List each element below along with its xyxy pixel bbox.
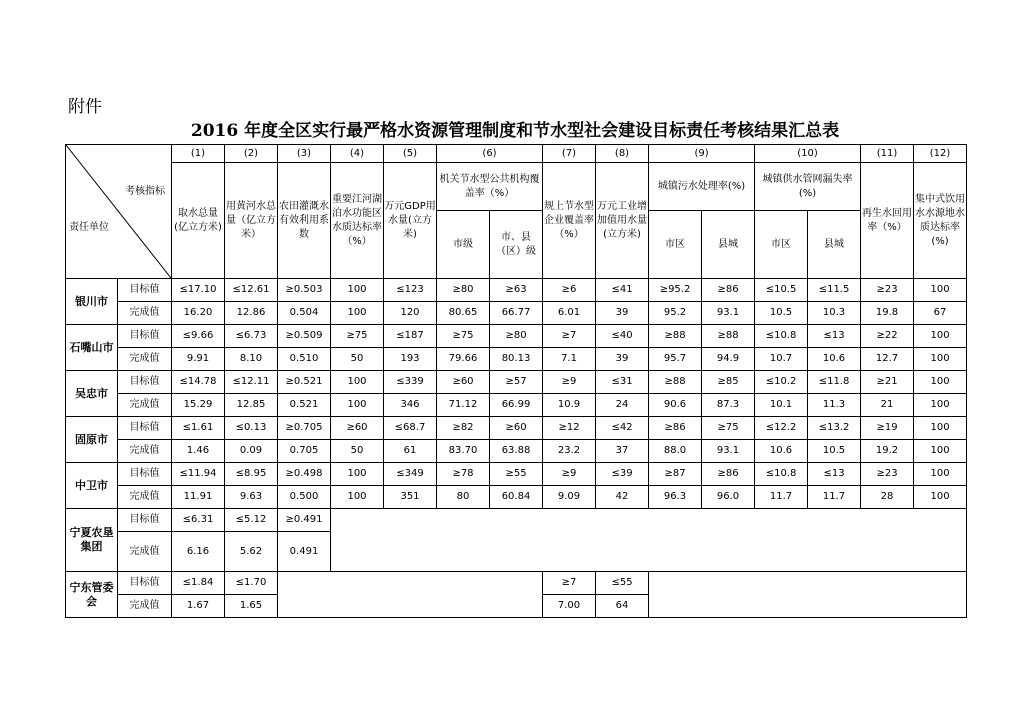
header-water-function-zone: 重要江河湖泊水功能区水质达标率（%） [331, 163, 384, 279]
actual-value-cell: 93.1 [702, 302, 755, 325]
actual-value-cell: 39 [596, 302, 649, 325]
col-number: (10) [755, 145, 861, 163]
subheader-county: 县城 [702, 211, 755, 279]
row-label-actual: 完成值 [118, 486, 172, 509]
row-label-actual: 完成值 [118, 532, 172, 572]
actual-value-cell: 100 [914, 486, 967, 509]
col-number: (11) [861, 145, 914, 163]
header-recycled-water: 再生水回用率（%） [861, 163, 914, 279]
header-industrial-water: 万元工业增加值用水量(立方米) [596, 163, 649, 279]
target-value-cell: ≤42 [596, 417, 649, 440]
target-value-cell: ≥0.491 [278, 509, 331, 532]
actual-value-cell: 23.2 [543, 440, 596, 463]
subheader-county-level: 市、县（区）级 [490, 211, 543, 279]
header-public-institution: 机关节水型公共机构覆盖率（%） [437, 163, 543, 211]
actual-value-cell: 50 [331, 440, 384, 463]
actual-value-cell: 10.7 [755, 348, 808, 371]
col-number: (6) [437, 145, 543, 163]
table-row [66, 325, 967, 348]
actual-value-cell: 71.12 [437, 394, 490, 417]
table-row [66, 348, 967, 371]
actual-value-cell: 11.7 [808, 486, 861, 509]
header-enterprise-coverage: 规上节水型企业覆盖率（%） [543, 163, 596, 279]
target-value-cell: ≥85 [702, 371, 755, 394]
target-value-cell: ≤31 [596, 371, 649, 394]
col-number: (5) [384, 145, 437, 163]
target-value-cell: ≤6.73 [225, 325, 278, 348]
row-label-target: 目标值 [118, 572, 172, 595]
actual-value-cell: 67 [914, 302, 967, 325]
target-value-cell: ≥82 [437, 417, 490, 440]
target-value-cell: ≤123 [384, 279, 437, 302]
blank-area [331, 509, 967, 572]
summary-table [65, 144, 967, 618]
actual-value-cell: 15.29 [172, 394, 225, 417]
col-number: (4) [331, 145, 384, 163]
target-value-cell: ≥6 [543, 279, 596, 302]
header-corner-cell [66, 145, 172, 279]
target-value-cell: ≤40 [596, 325, 649, 348]
target-value-cell: ≥7 [543, 572, 596, 595]
actual-value-cell: 11.91 [172, 486, 225, 509]
subheader-county: 县城 [808, 211, 861, 279]
target-value-cell: ≤11.94 [172, 463, 225, 486]
subheader-urban: 市区 [649, 211, 702, 279]
actual-value-cell: 64 [596, 595, 649, 618]
target-value-cell: ≥63 [490, 279, 543, 302]
blank-area [278, 572, 543, 618]
target-value-cell: ≤10.5 [755, 279, 808, 302]
unit-name: 宁夏农垦集团 [66, 509, 118, 572]
target-value-cell: ≥60 [437, 371, 490, 394]
actual-value-cell: 1.65 [225, 595, 278, 618]
actual-value-cell: 95.7 [649, 348, 702, 371]
actual-value-cell: 10.5 [808, 440, 861, 463]
target-value-cell: ≤12.11 [225, 371, 278, 394]
target-value-cell: ≥87 [649, 463, 702, 486]
target-value-cell: ≥88 [649, 371, 702, 394]
actual-value-cell: 1.67 [172, 595, 225, 618]
actual-value-cell: 80.65 [437, 302, 490, 325]
actual-value-cell: 100 [331, 302, 384, 325]
row-label-target: 目标值 [118, 509, 172, 532]
target-value-cell: ≤349 [384, 463, 437, 486]
row-label-actual: 完成值 [118, 302, 172, 325]
actual-value-cell: 11.3 [808, 394, 861, 417]
actual-value-cell: 12.85 [225, 394, 278, 417]
actual-value-cell: 16.20 [172, 302, 225, 325]
target-value-cell: ≤13 [808, 463, 861, 486]
col-number: (8) [596, 145, 649, 163]
target-value-cell: ≥12 [543, 417, 596, 440]
table-row [66, 371, 967, 394]
row-label-target: 目标值 [118, 279, 172, 302]
actual-value-cell: 37 [596, 440, 649, 463]
target-value-cell: ≤17.10 [172, 279, 225, 302]
actual-value-cell: 10.1 [755, 394, 808, 417]
actual-value-cell: 80.13 [490, 348, 543, 371]
corner-diagonal-line [66, 145, 171, 278]
actual-value-cell: 10.5 [755, 302, 808, 325]
actual-value-cell: 0.491 [278, 532, 331, 572]
actual-value-cell: 9.63 [225, 486, 278, 509]
actual-value-cell: 351 [384, 486, 437, 509]
subheader-city-level: 市级 [437, 211, 490, 279]
target-value-cell: ≥80 [437, 279, 490, 302]
unit-name: 石嘴山市 [66, 325, 118, 371]
actual-value-cell: 60.84 [490, 486, 543, 509]
unit-name: 吴忠市 [66, 371, 118, 417]
col-number: (2) [225, 145, 278, 163]
target-value-cell: ≥19 [861, 417, 914, 440]
actual-value-cell: 8.10 [225, 348, 278, 371]
target-value-cell: ≥9 [543, 371, 596, 394]
target-value-cell: ≤12.2 [755, 417, 808, 440]
actual-value-cell: 193 [384, 348, 437, 371]
target-value-cell: ≤10.8 [755, 463, 808, 486]
target-value-cell: ≤1.84 [172, 572, 225, 595]
target-value-cell: ≤187 [384, 325, 437, 348]
actual-value-cell: 7.1 [543, 348, 596, 371]
actual-value-cell: 12.86 [225, 302, 278, 325]
actual-value-cell: 28 [861, 486, 914, 509]
target-value-cell: ≤339 [384, 371, 437, 394]
actual-value-cell: 100 [331, 394, 384, 417]
target-value-cell: ≤10.2 [755, 371, 808, 394]
actual-value-cell: 93.1 [702, 440, 755, 463]
target-value-cell: ≤10.8 [755, 325, 808, 348]
unit-name: 中卫市 [66, 463, 118, 509]
actual-value-cell: 24 [596, 394, 649, 417]
target-value-cell: ≤14.78 [172, 371, 225, 394]
actual-value-cell: 0.705 [278, 440, 331, 463]
row-label-target: 目标值 [118, 371, 172, 394]
col-number: (12) [914, 145, 967, 163]
target-value-cell: ≥7 [543, 325, 596, 348]
target-value-cell: ≥0.498 [278, 463, 331, 486]
target-value-cell: ≥57 [490, 371, 543, 394]
header-yellow-river-water: 用黄河水总量（亿立方米） [225, 163, 278, 279]
target-value-cell: 100 [914, 279, 967, 302]
actual-value-cell: 12.7 [861, 348, 914, 371]
actual-value-cell: 66.77 [490, 302, 543, 325]
actual-value-cell: 10.9 [543, 394, 596, 417]
row-label-target: 目标值 [118, 325, 172, 348]
target-value-cell: ≥22 [861, 325, 914, 348]
target-value-cell: ≤8.95 [225, 463, 278, 486]
target-value-cell: ≥86 [649, 417, 702, 440]
target-value-cell: ≤1.70 [225, 572, 278, 595]
table-row [66, 302, 967, 325]
target-value-cell: ≥75 [437, 325, 490, 348]
actual-value-cell: 0.510 [278, 348, 331, 371]
actual-value-cell: 11.7 [755, 486, 808, 509]
actual-value-cell: 6.01 [543, 302, 596, 325]
actual-value-cell: 9.91 [172, 348, 225, 371]
row-label-actual: 完成值 [118, 348, 172, 371]
target-value-cell: ≥0.705 [278, 417, 331, 440]
row-label-actual: 完成值 [118, 595, 172, 618]
target-value-cell: ≤11.5 [808, 279, 861, 302]
actual-value-cell: 1.46 [172, 440, 225, 463]
table-row [66, 394, 967, 417]
unit-name: 宁东管委会 [66, 572, 118, 618]
target-value-cell: ≥0.503 [278, 279, 331, 302]
actual-value-cell: 10.6 [755, 440, 808, 463]
target-value-cell: ≤6.31 [172, 509, 225, 532]
indicator-label: 考核指标 [125, 186, 165, 197]
target-value-cell: ≥95.2 [649, 279, 702, 302]
row-label-target: 目标值 [118, 417, 172, 440]
page-title: 2016 年度全区实行最严格水资源管理制度和节水型社会建设目标责任考核结果汇总表 [190, 121, 840, 141]
actual-value-cell: 61 [384, 440, 437, 463]
actual-value-cell: 88.0 [649, 440, 702, 463]
header-pipe-leakage: 城镇供水管网漏失率(%) [755, 163, 861, 211]
actual-value-cell: 120 [384, 302, 437, 325]
actual-value-cell: 0.09 [225, 440, 278, 463]
target-value-cell: ≤41 [596, 279, 649, 302]
target-value-cell: ≤5.12 [225, 509, 278, 532]
actual-value-cell: 0.521 [278, 394, 331, 417]
target-value-cell: ≥75 [331, 325, 384, 348]
actual-value-cell: 96.3 [649, 486, 702, 509]
target-value-cell: 100 [331, 371, 384, 394]
target-value-cell: 100 [914, 463, 967, 486]
unit-name: 银川市 [66, 279, 118, 325]
row-label-actual: 完成值 [118, 440, 172, 463]
header-water-withdrawal: 取水总量(亿立方米) [172, 163, 225, 279]
table-row [66, 463, 967, 486]
actual-value-cell: 6.16 [172, 532, 225, 572]
actual-value-cell: 19.8 [861, 302, 914, 325]
unit-name: 固原市 [66, 417, 118, 463]
actual-value-cell: 80 [437, 486, 490, 509]
table-row [66, 572, 967, 595]
row-label-actual: 完成值 [118, 394, 172, 417]
actual-value-cell: 83.70 [437, 440, 490, 463]
target-value-cell: ≤1.61 [172, 417, 225, 440]
target-value-cell: 100 [914, 371, 967, 394]
actual-value-cell: 21 [861, 394, 914, 417]
actual-value-cell: 63.88 [490, 440, 543, 463]
actual-value-cell: 346 [384, 394, 437, 417]
target-value-cell: 100 [331, 463, 384, 486]
actual-value-cell: 10.6 [808, 348, 861, 371]
target-value-cell: ≤0.13 [225, 417, 278, 440]
target-value-cell: ≥78 [437, 463, 490, 486]
col-number: (3) [278, 145, 331, 163]
target-value-cell: ≤55 [596, 572, 649, 595]
header-irrigation-coefficient: 农田灌溉水有效利用系数 [278, 163, 331, 279]
actual-value-cell: 100 [914, 394, 967, 417]
header-source-water-quality: 集中式饮用水水源地水质达标率(%) [914, 163, 967, 279]
table-row [66, 440, 967, 463]
table-row [66, 417, 967, 440]
target-value-cell: ≥86 [702, 463, 755, 486]
target-value-cell: ≥86 [702, 279, 755, 302]
col-number: (1) [172, 145, 225, 163]
target-value-cell: ≥23 [861, 279, 914, 302]
actual-value-cell: 100 [331, 486, 384, 509]
target-value-cell: ≥60 [490, 417, 543, 440]
actual-value-cell: 0.504 [278, 302, 331, 325]
actual-value-cell: 0.500 [278, 486, 331, 509]
actual-value-cell: 100 [914, 348, 967, 371]
target-value-cell: ≤12.61 [225, 279, 278, 302]
actual-value-cell: 10.3 [808, 302, 861, 325]
actual-value-cell: 5.62 [225, 532, 278, 572]
target-value-cell: ≥80 [490, 325, 543, 348]
unit-label: 责任单位 [69, 222, 109, 233]
target-value-cell: ≥88 [702, 325, 755, 348]
actual-value-cell: 79.66 [437, 348, 490, 371]
attachment-label: 附件 [68, 97, 102, 117]
actual-value-cell: 94.9 [702, 348, 755, 371]
actual-value-cell: 100 [914, 440, 967, 463]
blank-area [649, 572, 967, 618]
actual-value-cell: 7.00 [543, 595, 596, 618]
actual-value-cell: 87.3 [702, 394, 755, 417]
target-value-cell: ≤13 [808, 325, 861, 348]
target-value-cell: ≤11.8 [808, 371, 861, 394]
col-number: (7) [543, 145, 596, 163]
target-value-cell: ≥23 [861, 463, 914, 486]
target-value-cell: 100 [914, 325, 967, 348]
target-value-cell: ≥9 [543, 463, 596, 486]
target-value-cell: ≥0.521 [278, 371, 331, 394]
target-value-cell: ≥55 [490, 463, 543, 486]
actual-value-cell: 96.0 [702, 486, 755, 509]
row-label-target: 目标值 [118, 463, 172, 486]
header-sewage-treatment: 城镇污水处理率(%) [649, 163, 755, 211]
header-water-per-gdp: 万元GDP用水量(立方米) [384, 163, 437, 279]
subheader-urban: 市区 [755, 211, 808, 279]
target-value-cell: 100 [914, 417, 967, 440]
actual-value-cell: 19.2 [861, 440, 914, 463]
target-value-cell: ≥88 [649, 325, 702, 348]
col-number: (9) [649, 145, 755, 163]
actual-value-cell: 50 [331, 348, 384, 371]
actual-value-cell: 66.99 [490, 394, 543, 417]
table-row [66, 509, 967, 532]
table-row [66, 486, 967, 509]
target-value-cell: 100 [331, 279, 384, 302]
target-value-cell: ≥0.509 [278, 325, 331, 348]
actual-value-cell: 39 [596, 348, 649, 371]
target-value-cell: ≥75 [702, 417, 755, 440]
actual-value-cell: 42 [596, 486, 649, 509]
target-value-cell: ≤68.7 [384, 417, 437, 440]
target-value-cell: ≥21 [861, 371, 914, 394]
actual-value-cell: 90.6 [649, 394, 702, 417]
target-value-cell: ≥60 [331, 417, 384, 440]
actual-value-cell: 95.2 [649, 302, 702, 325]
table-row [66, 279, 967, 302]
target-value-cell: ≤13.2 [808, 417, 861, 440]
target-value-cell: ≤39 [596, 463, 649, 486]
target-value-cell: ≤9.66 [172, 325, 225, 348]
actual-value-cell: 9.09 [543, 486, 596, 509]
